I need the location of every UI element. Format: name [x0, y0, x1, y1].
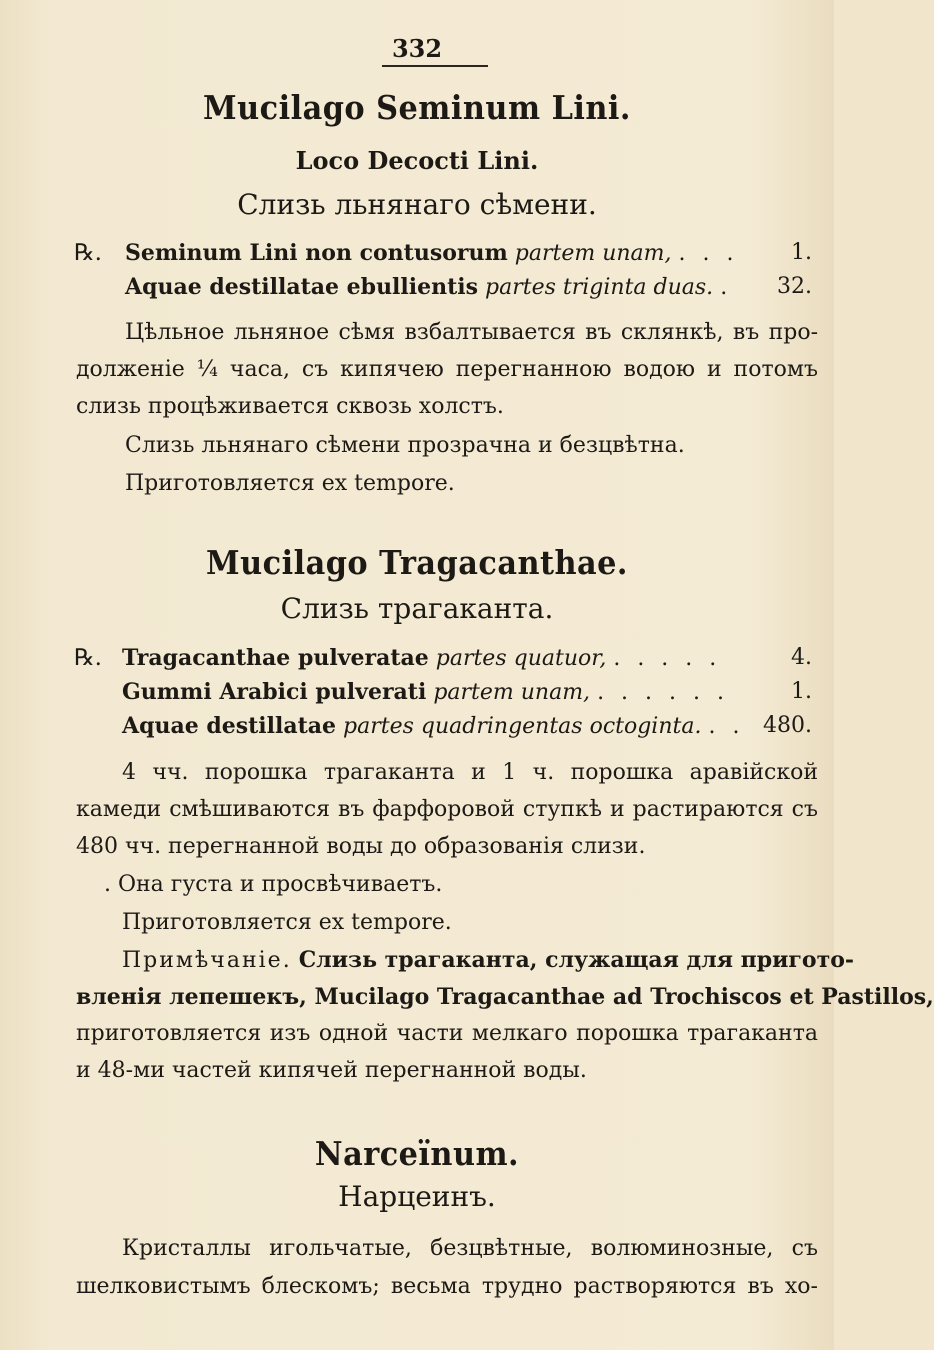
paragraph-line: долженіе ¼ часа, съ кипячею перегнанною водою и потомъ [76, 357, 818, 382]
paragraph-line: и 48-ми частей кипячей перегнанной воды. [76, 1058, 587, 1083]
section-russian-title-narceinum: Нарцеинъ. [338, 1180, 496, 1213]
recipe-line [125, 274, 732, 300]
section-title-narceinum: Narceïnum. [314, 1134, 520, 1173]
recipe-quantity: partem unam, [514, 241, 672, 266]
recipe-leader-dots: . . [708, 714, 745, 739]
recipe-quantity: partes quadringentas octoginta. [343, 714, 702, 739]
recipe-line [122, 679, 729, 705]
recipe-leader-dots: . . . . . . [597, 680, 729, 705]
section-russian-title-lini: Слизь льнянаго сѣмени. [237, 188, 597, 221]
header-rule [382, 65, 488, 67]
recipe-ingredient: Aquae destillatae [122, 713, 337, 739]
section-title-mucilago-lini: Mucilago Seminum Lini. [203, 88, 631, 127]
recipe-line [122, 713, 744, 739]
recipe-leader-dots: . . . . . [613, 646, 722, 671]
rx-symbol: ℞. [74, 240, 102, 266]
recipe-line [122, 645, 721, 671]
paragraph-line: слизь процѣживается сквозь холстъ. [76, 394, 504, 419]
recipe-ingredient: Aquae destillatae ebullientis [125, 274, 479, 300]
rx-symbol: ℞. [74, 645, 102, 671]
paragraph-line: приготовляется изъ одной части мелкаго порошка трагаканта [76, 1021, 818, 1046]
recipe-amount: 32. [777, 274, 812, 299]
recipe-amount: 4. [791, 645, 812, 670]
note-bold-line: вленія лепешекъ, Mucilago Tragacanthae ad Trochiscos et Pastillos, [76, 984, 934, 1010]
recipe-quantity: partem unam, [433, 680, 591, 705]
paragraph-line: . Она густа и просвѣчиваетъ. [104, 872, 443, 897]
note-line [122, 947, 855, 973]
recipe-line [125, 240, 738, 266]
recipe-amount: 1. [791, 679, 812, 704]
section-subtitle-loco-decocti: Loco Decocti Lini. [295, 146, 539, 175]
paragraph-line: Приготовляется ex tempore. [125, 471, 455, 496]
note-bold-text: Слизь трагаканта, служащая для пригото- [298, 947, 855, 973]
recipe-ingredient: Gummi Arabici pulverati [122, 679, 427, 705]
paragraph-line: Кристаллы игольчатые, безцвѣтные, волюминозные, съ [122, 1236, 818, 1261]
paragraph-line: шелковистымъ блескомъ; весьма трудно растворяются въ хо- [76, 1274, 818, 1299]
recipe-quantity: partes triginta duas. [485, 275, 714, 300]
section-russian-title-tragacanthae: Слизь трагаканта. [280, 592, 554, 625]
recipe-ingredient: Tragacanthae pulveratae [122, 645, 429, 671]
recipe-leader-dots: . [720, 275, 733, 300]
section-title-tragacanthae: Mucilago Tragacanthae. [206, 543, 628, 582]
paragraph-line: Слизь льнянаго сѣмени прозрачна и безцвѣтна. [125, 433, 685, 458]
paragraph-line: камеди смѣшиваются въ фарфоровой ступкѣ и растираются съ [76, 797, 818, 822]
recipe-leader-dots: . . . [678, 241, 739, 266]
paragraph-line: Приготовляется ex tempore. [122, 910, 452, 935]
paragraph-line: Цѣльное льняное сѣмя взбалтывается въ склянкѣ, въ про- [125, 320, 818, 345]
recipe-amount: 1. [791, 240, 812, 265]
note-label: Примѣчаніе. [122, 948, 292, 973]
recipe-quantity: partes quatuor, [435, 646, 607, 671]
recipe-amount: 480. [763, 713, 812, 738]
recipe-ingredient: Seminum Lini non contusorum [125, 240, 508, 266]
paragraph-line: 480 чч. перегнанной воды до образованія слизи. [76, 834, 646, 859]
paragraph-line: 4 чч. порошка трагаканта и 1 ч. порошка аравійской [122, 760, 818, 785]
page-number: 332 [391, 34, 443, 63]
